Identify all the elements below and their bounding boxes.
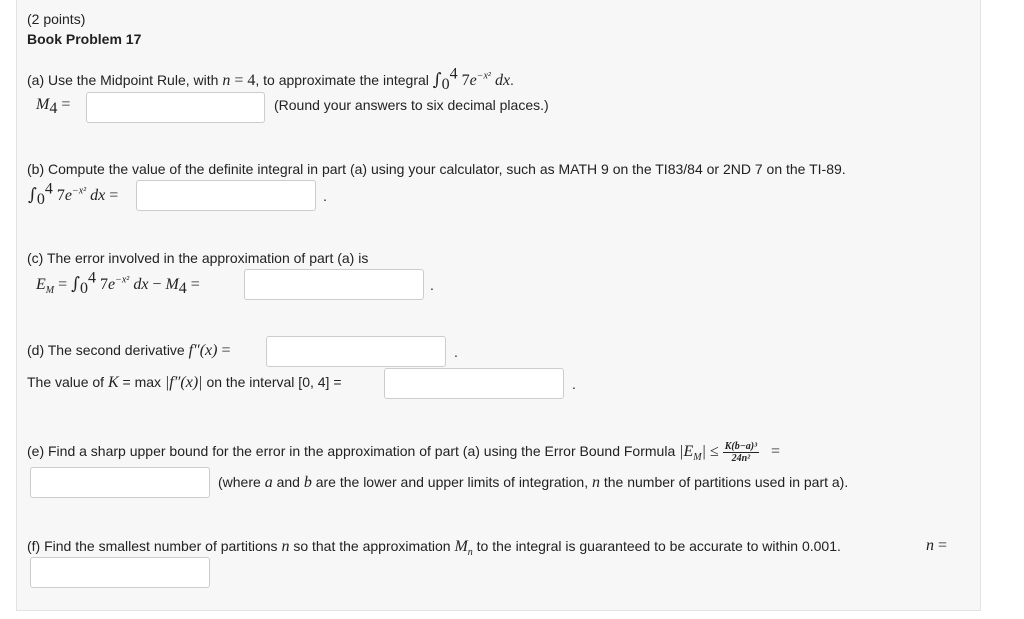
k-text-end: on the interval [0, 4] = <box>202 374 342 390</box>
part-b-prompt: (b) Compute the value of the definite integral in part (a) using your calculator, such as MATH 9 on the TI83/84 or 2ND 7 on the TI-89. <box>27 161 846 177</box>
var-n: n <box>591 474 600 491</box>
k-abs-expr: |f″(x)| <box>164 374 203 391</box>
var-b: b <box>303 474 312 491</box>
k-text-mid: = max <box>118 374 165 390</box>
part-e-text: (e) Find a sharp upper bound for the error in the approximation of part (a) using the Error Bound Formula <box>27 443 680 460</box>
m4-label: $M_4$ = <box>36 96 71 118</box>
part-a-integral: $\int_0^4$ $7e^{-x^2}$ dx <box>432 65 511 94</box>
k-value-prompt <box>27 374 342 392</box>
fraction-denominator: 24n² <box>731 453 751 464</box>
m4-answer-input[interactable] <box>86 92 265 123</box>
part-c-period: . <box>430 277 434 293</box>
part-c-answer-input[interactable] <box>244 269 424 300</box>
second-derivative-label: f″(x) = <box>188 342 231 359</box>
part-f-text-mid: so that the approximation <box>289 538 455 554</box>
part-d-period-1: . <box>454 344 458 360</box>
part-d-text: (d) The second derivative <box>27 342 189 358</box>
part-e-prompt <box>27 441 780 464</box>
where-before: (where <box>218 474 265 490</box>
part-b-label: $\int_0^4$ $7e^{-x^2}$ dx = <box>28 180 119 209</box>
var-a: a <box>264 474 273 491</box>
part-a-n-expr: n = 4 <box>222 72 256 89</box>
error-bound-equals: = <box>771 443 781 461</box>
part-f-answer-input[interactable] <box>30 557 210 588</box>
points-label: (2 points) <box>27 11 86 27</box>
k-text-before: The value of <box>27 374 108 390</box>
part-f-var-n: n <box>281 538 290 555</box>
part-a-text-mid: , to approximate the integral <box>255 72 433 88</box>
part-f-text-end: to the integral is guaranteed to be accurate to within 0.001. <box>472 538 841 554</box>
error-bound-input[interactable] <box>30 467 210 498</box>
part-e-where-note <box>218 474 848 492</box>
part-d-prompt <box>27 342 231 360</box>
part-d-period-2: . <box>572 376 576 392</box>
part-c-prompt: (c) The error involved in the approximation of part (a) is <box>27 250 369 266</box>
part-f-text-before: (f) Find the smallest number of partitions <box>27 538 282 554</box>
part-b-period: . <box>323 188 327 204</box>
k-symbol: K <box>107 374 119 391</box>
where-mid: are the lower and upper limits of integration, <box>311 474 592 490</box>
fraction-numerator: K(b−a)³ <box>724 441 758 452</box>
part-f-prompt <box>27 538 841 559</box>
part-b-answer-input[interactable] <box>136 180 316 211</box>
part-f-mn: $M_n$ <box>454 538 473 559</box>
round-note: (Round your answers to six decimal places.) <box>274 97 549 113</box>
part-a-text-before: (a) Use the Midpoint Rule, with <box>27 72 223 88</box>
part-a-prompt <box>27 65 514 94</box>
problem-title: Book Problem 17 <box>27 31 142 47</box>
error-bound-lhs: $|E_M|$ ≤ <box>679 443 719 464</box>
part-f-n-label: n = <box>926 537 948 554</box>
where-and: and <box>272 474 304 490</box>
where-end: the number of partitions used in part a). <box>599 474 849 490</box>
k-value-input[interactable] <box>384 368 564 399</box>
part-a-text-end: . <box>510 72 514 88</box>
error-bound-fraction <box>723 441 759 464</box>
second-derivative-input[interactable] <box>266 336 446 367</box>
part-c-label: $E_M = \int_0^4$ $7e^{-x^2}$ dx − $M_4$ = <box>36 269 200 298</box>
